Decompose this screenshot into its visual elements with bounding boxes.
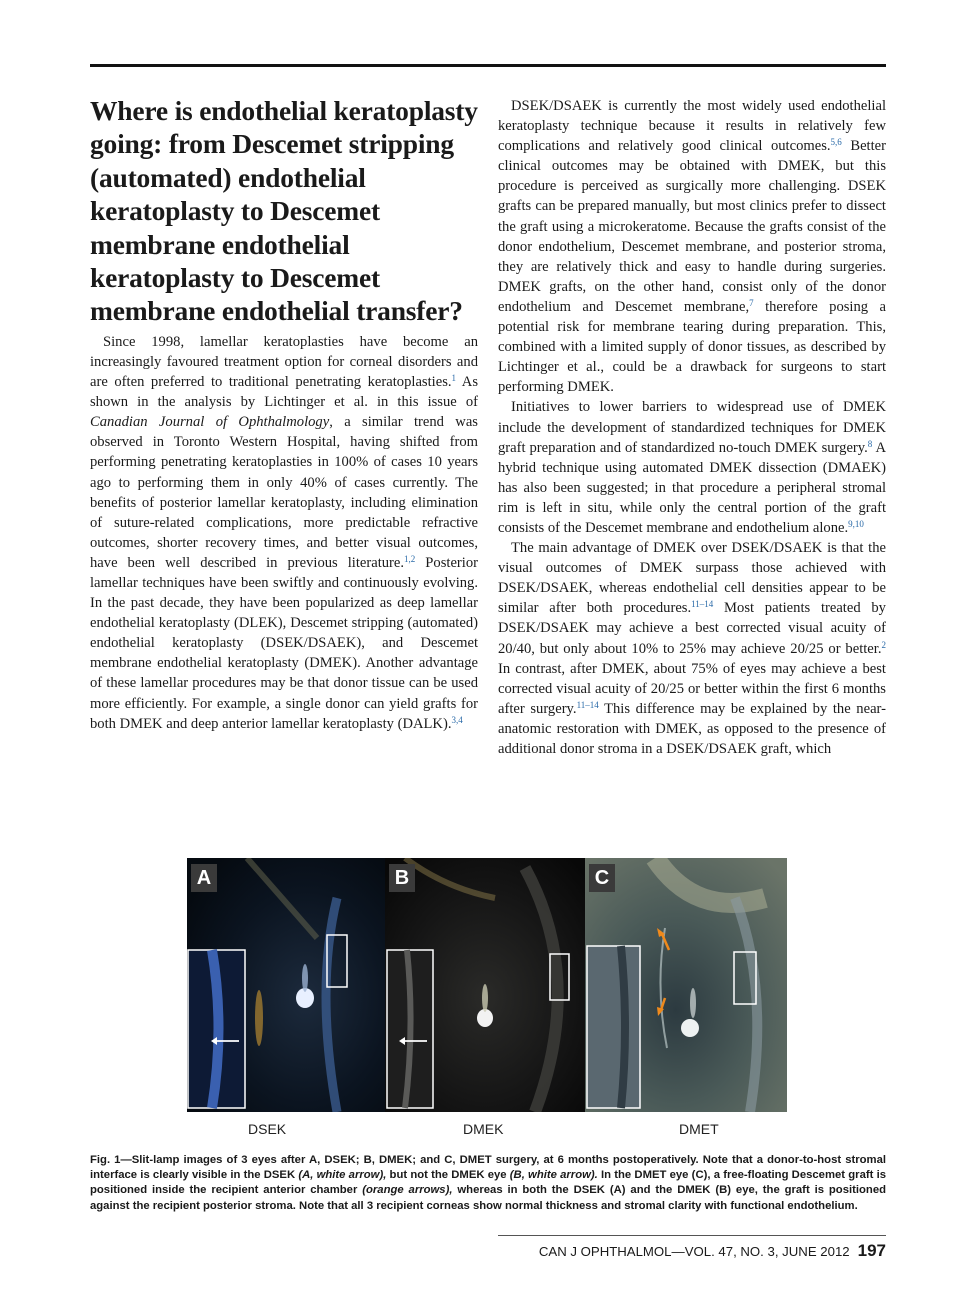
figure-caption: Fig. 1—Slit-lamp images of 3 eyes after A, DSEK; B, DMEK; and C, DMET surgery, at 6 months postoperatively. Note that a donor-to-host stromal interface is clearly visible in the DSEK (A, white arrow), but not the DMEK eye (B, white arrow). In the DMET eye (C), a free-floating Descemet graft is positioned inside the recipient anterior chamber (orange arrows), whereas in both the DSEK (A) and the DMEK (B) eye, the graft is positioned against the recipient posterior stroma. Note that all 3 recipient corneas show normal thickness and stromal clarity with functional endothelium. (90, 1154, 887, 1212)
paragraph-dsek: DSEK/DSAEK is currently the most widely used endothelial keratoplasty technique because it results in relatively few complications and relatively good clinical outcomes.$^{5,6}$ Better clinical outcomes may be obtained with DMEK, but this procedure is perceived as surgically more challenging. DSEK grafts can be prepared manually, but most clinics prefer to dissect the graft using a microkeratome. Because the grafts consist of the donor endothelium, Descemet membrane, and posterior stroma, they are relatively thick and easy to handle during surgeries. DMEK grafts, on the other hand, consist only of the donor endothelium and Descemet membrane,$^7$ therefore posing a potential risk for membrane tearing during preparation. This, combined with a limited supply of donor tissues, as described by Lichtinger et al., could be a drawback for surgeons to start performing DMEK. (498, 98, 886, 396)
journal-name: Canadian Journal of Ophthalmology (90, 414, 330, 431)
reference-link[interactable]: 5,6 (830, 137, 842, 148)
panel-a-label: DSEK (248, 1121, 287, 1137)
top-rule (90, 64, 886, 67)
reference-link[interactable]: 9,10 (848, 518, 864, 529)
panel-c-letter: C (589, 864, 615, 892)
page-footer (498, 1241, 886, 1261)
panel-b-letter: B (389, 864, 415, 892)
article-title: Where is endothelial keratoplasty going: from Descemet stripping (automated) endothelial keratoplasty to Descemet membrane endothelial keratoplasty to Descemet membrane endothelial transfer? (90, 95, 478, 327)
panel-c-image (585, 858, 787, 1112)
reference-link[interactable]: 11–14 (576, 699, 599, 710)
reference-link[interactable]: 11–14 (691, 599, 714, 610)
journal-citation: CAN J OPHTHALMOL—VOL. 47, NO. 3, JUNE 2012 (538, 1244, 850, 1259)
reference-link[interactable]: 8 (867, 438, 873, 449)
left-column (90, 94, 478, 734)
panel-a-image (187, 858, 385, 1112)
reference-link[interactable]: 7 (749, 297, 754, 308)
panel-c-label: DMET (679, 1121, 719, 1137)
caption-lead: Fig. 1 (90, 1154, 121, 1166)
page-number: 197 (857, 1241, 886, 1260)
figure-slit-lamp (187, 858, 787, 1112)
paragraph-intro: Since 1998, lamellar keratoplasties have become an increasingly favoured treatment option for corneal disorders and are often preferred to traditional penetrating keratoplasties.$^1$ As shown in the analysis by Lichtinger et al. in this issue of Canadian Journal of Ophthalmology, a similar trend was observed in Toronto Western Hospital, having shifted from performing penetrating keratoplasties in 100% of cases 10 years ago to performing them in only 40% of cases currently. The benefits of posterior lamellar keratoplasty, including elimination of suture-related complications, more predictable refractive outcomes, shorter recovery times, and better visual outcomes, have been well described in previous literature.$^{1,2}$ Posterior lamellar techniques have been swiftly and continuously evolving. In the past decade, they have been popularized as deep lamellar endothelial keratoplasty (DLEK), Descemet stripping (automated) endothelial keratoplasty (DSEK/DSAEK), and Descemet membrane endothelial keratoplasty (DMEK). Another advantage of these lamellar procedures may be that donor tissue can be used more efficiently. For example, a single donor can yield grafts for both DMEK and deep anterior lamellar keratoplasty (DALK).$^{3,4}$ (90, 333, 479, 732)
reference-link[interactable]: 1 (451, 373, 457, 384)
paragraph-advantage: The main advantage of DMEK over DSEK/DSAEK is that the visual outcomes of DMEK surpass those achieved with DSEK/DSAEK, whereas endothelial cell densities appear to be similar after both procedures.$^{11-14}$ Most patients treated by DSEK/DSAEK may achieve a best corrected visual acuity of 20/40, but only about 10% to 25% may achieve 20/25 or better.$^2$ In contrast, after DMEK, about 75% of eyes may achieve a best corrected visual acuity of 20/25 or better within the first 6 months after surgery.$^{11-14}$ This difference may be explained by the near-anatomic restoration with DMEK, as opposed to the presence of additional donor stroma in a DSEK/DSAEK graft, which (498, 540, 886, 757)
paragraph-initiatives: Initiatives to lower barriers to widespread use of DMEK include the development of standardized techniques for DMEK graft preparation and of standardized no-touch DMEK surgery.$^8$ A hybrid technique using automated DMEK dissection (DMAEK) has also been suggested; in that procedure a peripheral stromal rim is left in situ, while only the central portion of the graft consists of the Descemet membrane and endothelium alone.$^{9,10}$ (498, 399, 886, 536)
right-column (498, 96, 886, 759)
panel-b-label: DMEK (463, 1121, 504, 1137)
panel-b-image (385, 858, 585, 1112)
reference-link[interactable]: 2 (881, 639, 886, 650)
reference-link[interactable]: 1,2 (404, 553, 416, 564)
panel-a-letter: A (191, 864, 217, 892)
footer-rule (498, 1235, 886, 1236)
reference-link[interactable]: 3,4 (451, 714, 463, 725)
